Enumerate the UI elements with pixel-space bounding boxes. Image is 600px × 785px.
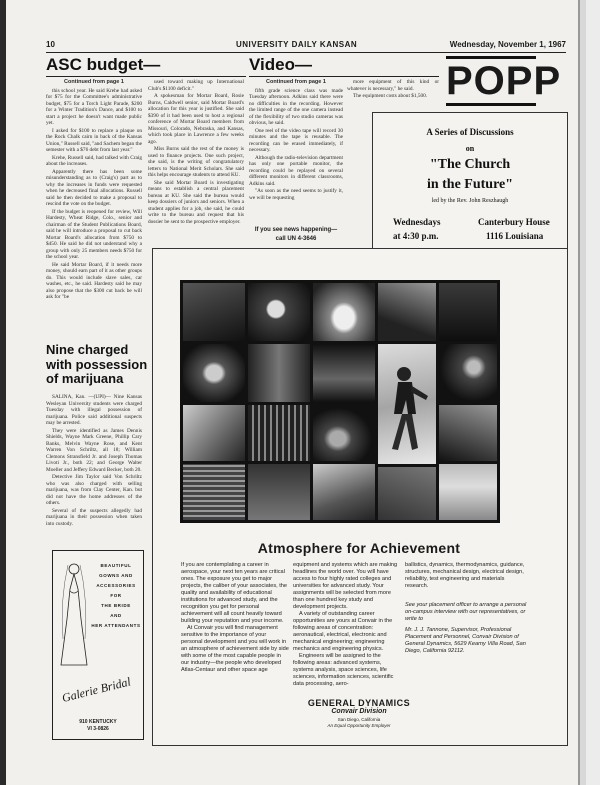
paragraph: this school year. He said Krehe had asked for $75 for the Committee's administrative budget, $75 for a Torch Light Parade, $200 for a Winter Tradition's Dance, and $100 to start a project he doesn't want made public yet. [46, 87, 142, 126]
issue-date: Wednesday, November 1, 1967 [449, 40, 566, 49]
paragraph: used toward making up International Club's $1100 deficit." [148, 79, 244, 92]
gd-ad-paragraph: If you are contemplating a career in aerospace, your next ten years are critical ones. The exposure you get to major projects, the caliber of your associates, the quality and availability of educational institutions for advanced study, and the recognition you get for personal achievement will all count heavily toward building your reputation and your income. [181, 562, 288, 624]
gd-eeo: An Equal Opportunity Employer [327, 723, 391, 728]
paragraph: He said Mortar Board, if it needs more money, should earn part of it as other groups do. This would include slave sales, car washes, etc., he said. Hardesty said he may also propose that the $300 cut back be will ask for "be [46, 261, 142, 300]
popp-address: 1116 Louisiana [486, 231, 544, 241]
collage-image [313, 405, 375, 461]
popp-time: at 4:30 p.m. [393, 231, 439, 241]
continued-note: Continued from page 1 [64, 79, 124, 85]
video-column-1 [249, 79, 343, 219]
divider [46, 76, 246, 77]
paragraph: They were identified as James Dennis Shields, Wayne Mark Greene, Phillip Cary Banks, Melvin Wayne Rose, and Kent Warren Von Schriltz, all 18; William Clemons Stransfield Jr. and Joseph Thomas Livoti Jr., both 22; and George Walter Moeller and Jeffery Edward Becker, both 20. [46, 427, 142, 473]
nine-headline [46, 343, 147, 387]
collage-image [248, 405, 310, 461]
paragraph: If the budget is reopened for review, Will Hardesty, Wheat Ridge, Colo., senior and chairman of the Student Publications Board, said he will introduce a proposal to cut back Mortar Board's allocation from $750 to $450. He said he did not understand why a group with only 25 members needs $750 for the school year. [46, 208, 142, 260]
bridal-contact [53, 719, 143, 733]
gd-location: San Diego, California [337, 717, 381, 722]
collage-image [313, 464, 375, 520]
gd-ad-paragraph: See your placement officer to arrange a personal on-campus interview with our representatives, or write to [405, 602, 527, 622]
collage-image [183, 405, 245, 461]
popp-title: POPP [446, 56, 536, 106]
bridal-word: FOR [110, 593, 122, 598]
bridal-words [91, 561, 141, 631]
collage-image [248, 344, 310, 402]
bride-illustration-icon [55, 559, 93, 669]
nine-article [46, 394, 142, 542]
paragraph: I asked for $100 to replace a plaque on the Rock Chalk cairn in back of the Kansas Union," Russell said, "and Sachem began the semester with a $76 debt from last year." [46, 127, 142, 153]
astronaut-figure-icon [378, 344, 436, 464]
headline-line: Nine charged [46, 342, 129, 357]
bridal-word: ACCESSORIES [96, 583, 136, 588]
popp-on: on [465, 144, 475, 153]
gd-ad-column-1 [181, 562, 289, 694]
collage-image [378, 467, 436, 520]
bridal-word: HER ATTENDANTS [91, 623, 141, 628]
popp-place: Canterbury House [478, 217, 550, 227]
gd-ad-paragraph: At Convair you will find management sensitive to the importance of your personal development and you will work in an atmosphere of achievement side by side with some of the most capable people in our industry—the people who developed Atlas-Centaur and other space age [181, 625, 289, 673]
popp-topic-1: "The Church [429, 157, 511, 172]
paragraph: She said Mortar Board is investigating means to establish a central placement bureau at KU. She said the bureau would keep dossiers of juniors and seniors. When a student applies for a job, she said, he could write to the bureau and request that his dossier be sent to the prospective employer. [148, 179, 244, 225]
bridal-word: THE BRIDE [101, 603, 131, 608]
bridal-phone: VI 3-0826 [87, 726, 109, 732]
paragraph: Detective Jim Taylor said Von Schriltz who was also charged with selling marijuana, was from Clay Center, Kan. but did not have the home addresses of the others. [46, 474, 142, 506]
collage-image [378, 344, 436, 464]
gd-ad-paragraph: ballistics, dynamics, thermodynamics, guidance, structures, mechanical design, electrical design, reliability, test engineering and materials research. [405, 562, 525, 589]
collage-image [378, 283, 436, 341]
headline-line: of marijuana [46, 371, 124, 386]
popp-ad [372, 112, 568, 262]
bridal-word: AND [110, 613, 122, 618]
paragraph: "As soon as the need seems to justify it, we will be requesting [249, 188, 343, 201]
news-tip-box [249, 226, 343, 244]
gd-ad-paragraph: equipment and systems which are making headlines the world over. You will have access to four highly rated colleges and universities for advanced study. Your assignments will be selected from more than one hundred key study and development projects. [293, 562, 398, 610]
bridal-logo: Galerie Bridal [60, 674, 133, 705]
bridal-ad [52, 550, 144, 740]
gd-division: Convair Division [331, 708, 387, 715]
paragraph: Krehe, Russell said, had talked with Craig about the increases. [46, 154, 142, 167]
headline-line: with possession [46, 356, 148, 372]
gd-ad-column-2 [293, 562, 401, 694]
collage-image [439, 283, 497, 341]
video-headline: Video— [249, 55, 312, 74]
bridal-address: 910 KENTUCKY [79, 719, 117, 725]
paragraph: SALINA, Kan. —(UPI)— Nine Kansas Wesleyan University students were charged Tuesday with illegal possession of marijuana. Police said additional suspects may be arrested. [46, 394, 142, 426]
popp-day: Wednesdays [393, 217, 441, 227]
collage-image [439, 344, 497, 402]
popp-led-by: led by the Rev. John Reszhaugh [431, 198, 509, 204]
collage-image [183, 344, 245, 402]
news-tip-text: If you see news happening— [254, 227, 338, 233]
gd-ad-paragraph: Engineers will be assigned to the following areas: advanced systems, systems analysis, space sciences, life sciences, information sciences, scientific data processing, aero- [293, 653, 394, 687]
collage-image [183, 283, 245, 341]
collage-image [439, 464, 497, 520]
asc-column-2 [148, 79, 244, 257]
gd-ad-title: Atmosphere for Achievement [257, 540, 461, 556]
collage-image [183, 464, 245, 520]
paragraph: Apparently there has been some misunderstanding as to (Craig's) part as to why the increases in funds were requested when he decreased final allocations. Russell said he then decided to make a proposal to rescind the vote on the budget. [46, 168, 142, 207]
gd-company: GENERAL DYNAMICS [307, 698, 411, 708]
divider [249, 76, 439, 77]
paragraph: more equipment of this kind or whatever is necessary," he said. [347, 79, 439, 92]
paragraph: The equipment costs about $1,500. [353, 93, 428, 99]
paragraph: A spokesman for Mortar Board, Rosie Burns, Caldwell senior, said Mortar Board's allocation for this year is justified. She said $390 of it had been used to host a regional conference of Mortar Board members from Missouri, Colorado, Nebraska, and Kansas, which took place in Lawrence a few weeks ago. [148, 93, 244, 145]
gd-ad-contact: Mr. J. J. Tannone, Supervisor, Professional Placement and Personnel, Convair Division of General Dynamics, 5629 Kearny Villa Road, San Diego, California 92112. [405, 627, 526, 654]
collage-image [248, 464, 310, 520]
continued-note: Continued from page 1 [266, 79, 326, 85]
page-number: 10 [46, 40, 55, 49]
collage-image [313, 344, 375, 402]
photo-collage [180, 280, 500, 523]
masthead: UNIVERSITY DAILY KANSAN [236, 40, 358, 49]
bridal-word: GOWNS AND [99, 573, 133, 578]
collage-image [248, 283, 310, 341]
asc-column-1 [46, 79, 142, 341]
collage-image [439, 405, 497, 461]
news-tip-phone: call UN 4-3646 [275, 236, 317, 242]
paragraph: fifth grade science class was made Tuesday afternoon. Adkins said there were no difficulties in the recording. However the limited range of the one camera instead of the flexibility of two studio cameras was obvious, he said. [249, 87, 343, 126]
paragraph: Miss Burns said the rest of the money is used to finance projects. One such project, she said, is the writing of congratulatory letters to National Merit Scholars. She said this helps encourage students to attend KU. [148, 146, 244, 178]
newspaper-page [6, 0, 578, 785]
popp-topic-2: in the Future" [426, 177, 514, 192]
page-edge [586, 0, 600, 785]
asc-headline: ASC budget— [46, 55, 161, 74]
collage-image [313, 283, 375, 341]
popp-series: A Series of Discussions [426, 127, 514, 137]
paragraph: Although the radio-television department has only one portable monitor, the recording could be replayed on several different monitors in different classrooms, Adkins said. [249, 154, 343, 187]
paragraph: Several of the suspects allegedly had marijuana in their possession when taken into custody. [46, 507, 142, 527]
paragraph: One reel of the video tape will record 30 minutes and the tape is reusable. The recording can be erased immediately, if necessary. [249, 127, 343, 153]
bridal-word: BEAUTIFUL [100, 563, 132, 568]
gd-ad-paragraph: A variety of outstanding career opportunities are yours at Convair in the following areas of concentration: aeronautical, electrical, electronic and mechanical engineering; engineering mechanics and engineering physics. [293, 611, 393, 652]
page-header [46, 38, 566, 53]
gd-ad-column-3 [405, 562, 529, 694]
